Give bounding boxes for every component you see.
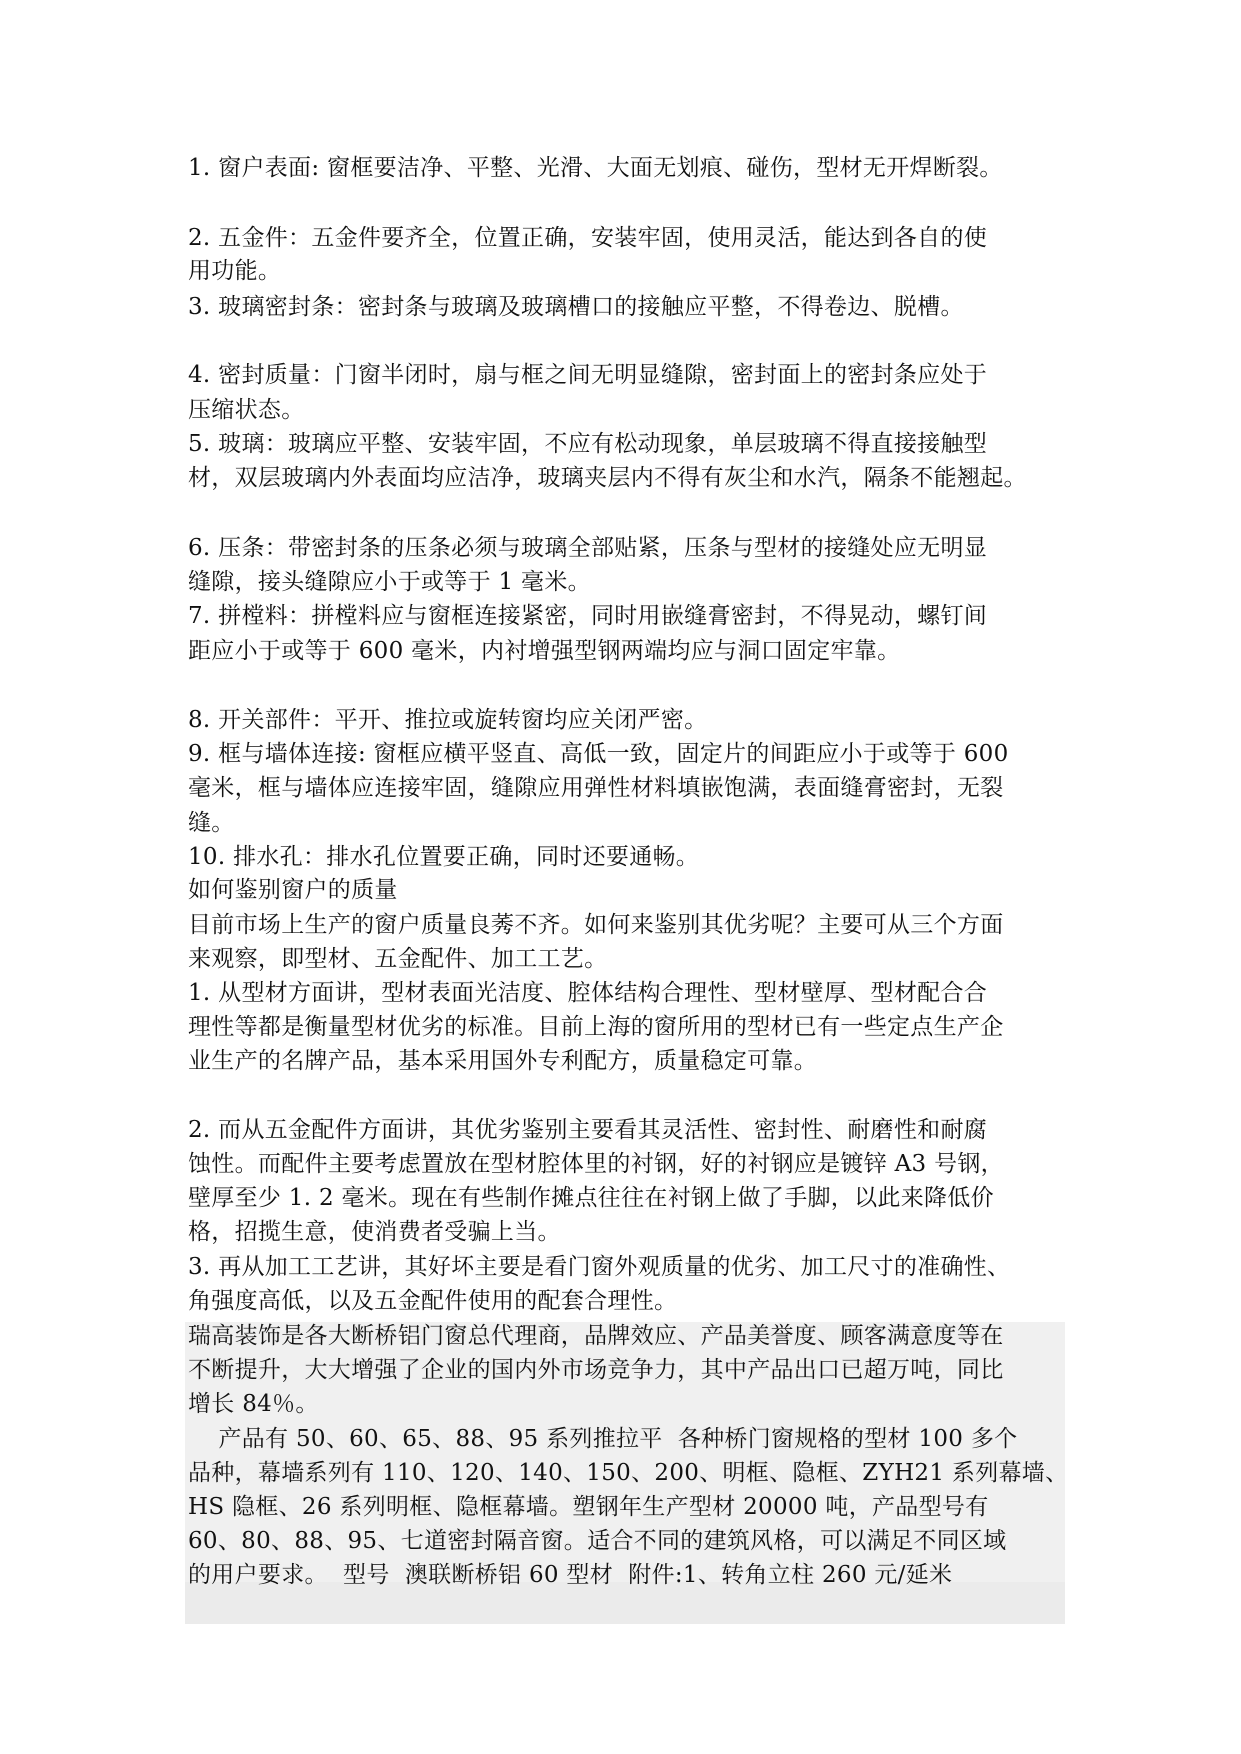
text-line: 材，双层玻璃内外表面均应洁净，玻璃夹层内不得有灰尘和水汽，隔条不能翘起。 [188, 465, 1027, 491]
text-line: 品种，幕墙系列有 110、120、140、150、200、明框、隐框、ZYH21 系列幕墙、 [188, 1460, 1069, 1486]
text-line: 1. 窗户表面: 窗框要洁净、平整、光滑、大面无划痕、碰伤，型材无开焊断裂。 [188, 155, 1003, 181]
text-line: 增长 84％。 [188, 1391, 319, 1417]
text-line: 业生产的名牌产品，基本采用国外专利配方，质量稳定可靠。 [188, 1048, 818, 1074]
text-line: 角强度高低，以及五金配件使用的配套合理性。 [188, 1288, 678, 1314]
text-line: 毫米，框与墙体应连接牢固，缝隙应用弹性材料填嵌饱满，表面缝膏密封，无裂 [188, 775, 1004, 801]
text-line: 蚀性。而配件主要考虑置放在型材腔体里的衬钢，好的衬钢应是镀锌 A3 号钢， [188, 1151, 1004, 1177]
section-heading: 如何鉴别窗户的质量 [188, 877, 398, 903]
text-line: 不断提升，大大增强了企业的国内外市场竞争力，其中产品出口已超万吨，同比 [188, 1357, 1004, 1383]
text-line: 用功能。 [188, 258, 282, 284]
text-line: 3. 再从加工工艺讲，其好坏主要是看门窗外观质量的优劣、加工尺寸的准确性、 [188, 1254, 1011, 1280]
text-line: 6. 压条：带密封条的压条必须与玻璃全部贴紧，压条与型材的接缝处应无明显 [188, 535, 988, 561]
text-line: 8. 开关部件：平开、推拉或旋转窗均应关闭严密。 [188, 707, 708, 733]
text-line: 60、80、88、95、七道密封隔音窗。适合不同的建筑风格，可以满足不同区域 [188, 1528, 1007, 1554]
text-line: 7. 拼樘料：拼樘料应与窗框连接紧密，同时用嵌缝膏密封，不得晃动，螺钉间 [188, 603, 988, 629]
text-line: 距应小于或等于 600 毫米，内衬增强型钢两端均应与洞口固定牢靠。 [188, 638, 901, 664]
text-line: HS 隐框、26 系列明框、隐框幕墙。塑钢年生产型材 20000 吨，产品型号有 [188, 1494, 989, 1520]
text-line: 1. 从型材方面讲，型材表面光洁度、腔体结构合理性、型材壁厚、型材配合合 [188, 980, 988, 1006]
text-line: 4. 密封质量：门窗半闭时，扇与框之间无明显缝隙，密封面上的密封条应处于 [188, 362, 988, 388]
text-line: 2. 五金件：五金件要齐全，位置正确，安装牢固，使用灵活，能达到各自的使 [188, 225, 988, 251]
text-line: 5. 玻璃：玻璃应平整、安装牢固，不应有松动现象，单层玻璃不得直接接触型 [188, 431, 988, 457]
text-line: 缝隙，接头缝隙应小于或等于 1 毫米。 [188, 569, 591, 595]
text-line: 目前市场上生产的窗户质量良莠不齐。如何来鉴别其优劣呢？主要可从三个方面 [188, 912, 1004, 938]
text-line: 2. 而从五金配件方面讲，其优劣鉴别主要看其灵活性、密封性、耐磨性和耐腐 [188, 1117, 988, 1143]
text-line: 产品有 50、60、65、88、95 系列推拉平 各种桥门窗规格的型材 100 多个 [188, 1426, 1018, 1452]
text-line: 缝。 [188, 810, 235, 836]
text-line: 9. 框与墙体连接: 窗框应横平竖直、高低一致，固定片的间距应小于或等于 600 [188, 741, 1009, 767]
text-line: 3. 玻璃密封条：密封条与玻璃及玻璃槽口的接触应平整，不得卷边、脱槽。 [188, 294, 964, 320]
text-line: 来观察，即型材、五金配件、加工工艺。 [188, 946, 608, 972]
text-line: 壁厚至少 1. 2 毫米。现在有些制作摊点往往在衬钢上做了手脚，以此来降低价 [188, 1185, 994, 1211]
text-line: 10. 排水孔：排水孔位置要正确，同时还要通畅。 [188, 844, 700, 870]
text-line: 格，招揽生意，使消费者受骗上当。 [188, 1219, 561, 1245]
text-line: 理性等都是衡量型材优劣的标准。目前上海的窗所用的型材已有一些定点生产企 [188, 1014, 1004, 1040]
text-line: 的用户要求。 型号 澳联断桥铝 60 型材 附件:1、转角立柱 260 元/延米 [188, 1562, 953, 1588]
text-line: 压缩状态。 [188, 397, 305, 423]
text-line: 瑞高装饰是各大断桥铝门窗总代理商，品牌效应、产品美誉度、顾客满意度等在 [188, 1323, 1004, 1349]
